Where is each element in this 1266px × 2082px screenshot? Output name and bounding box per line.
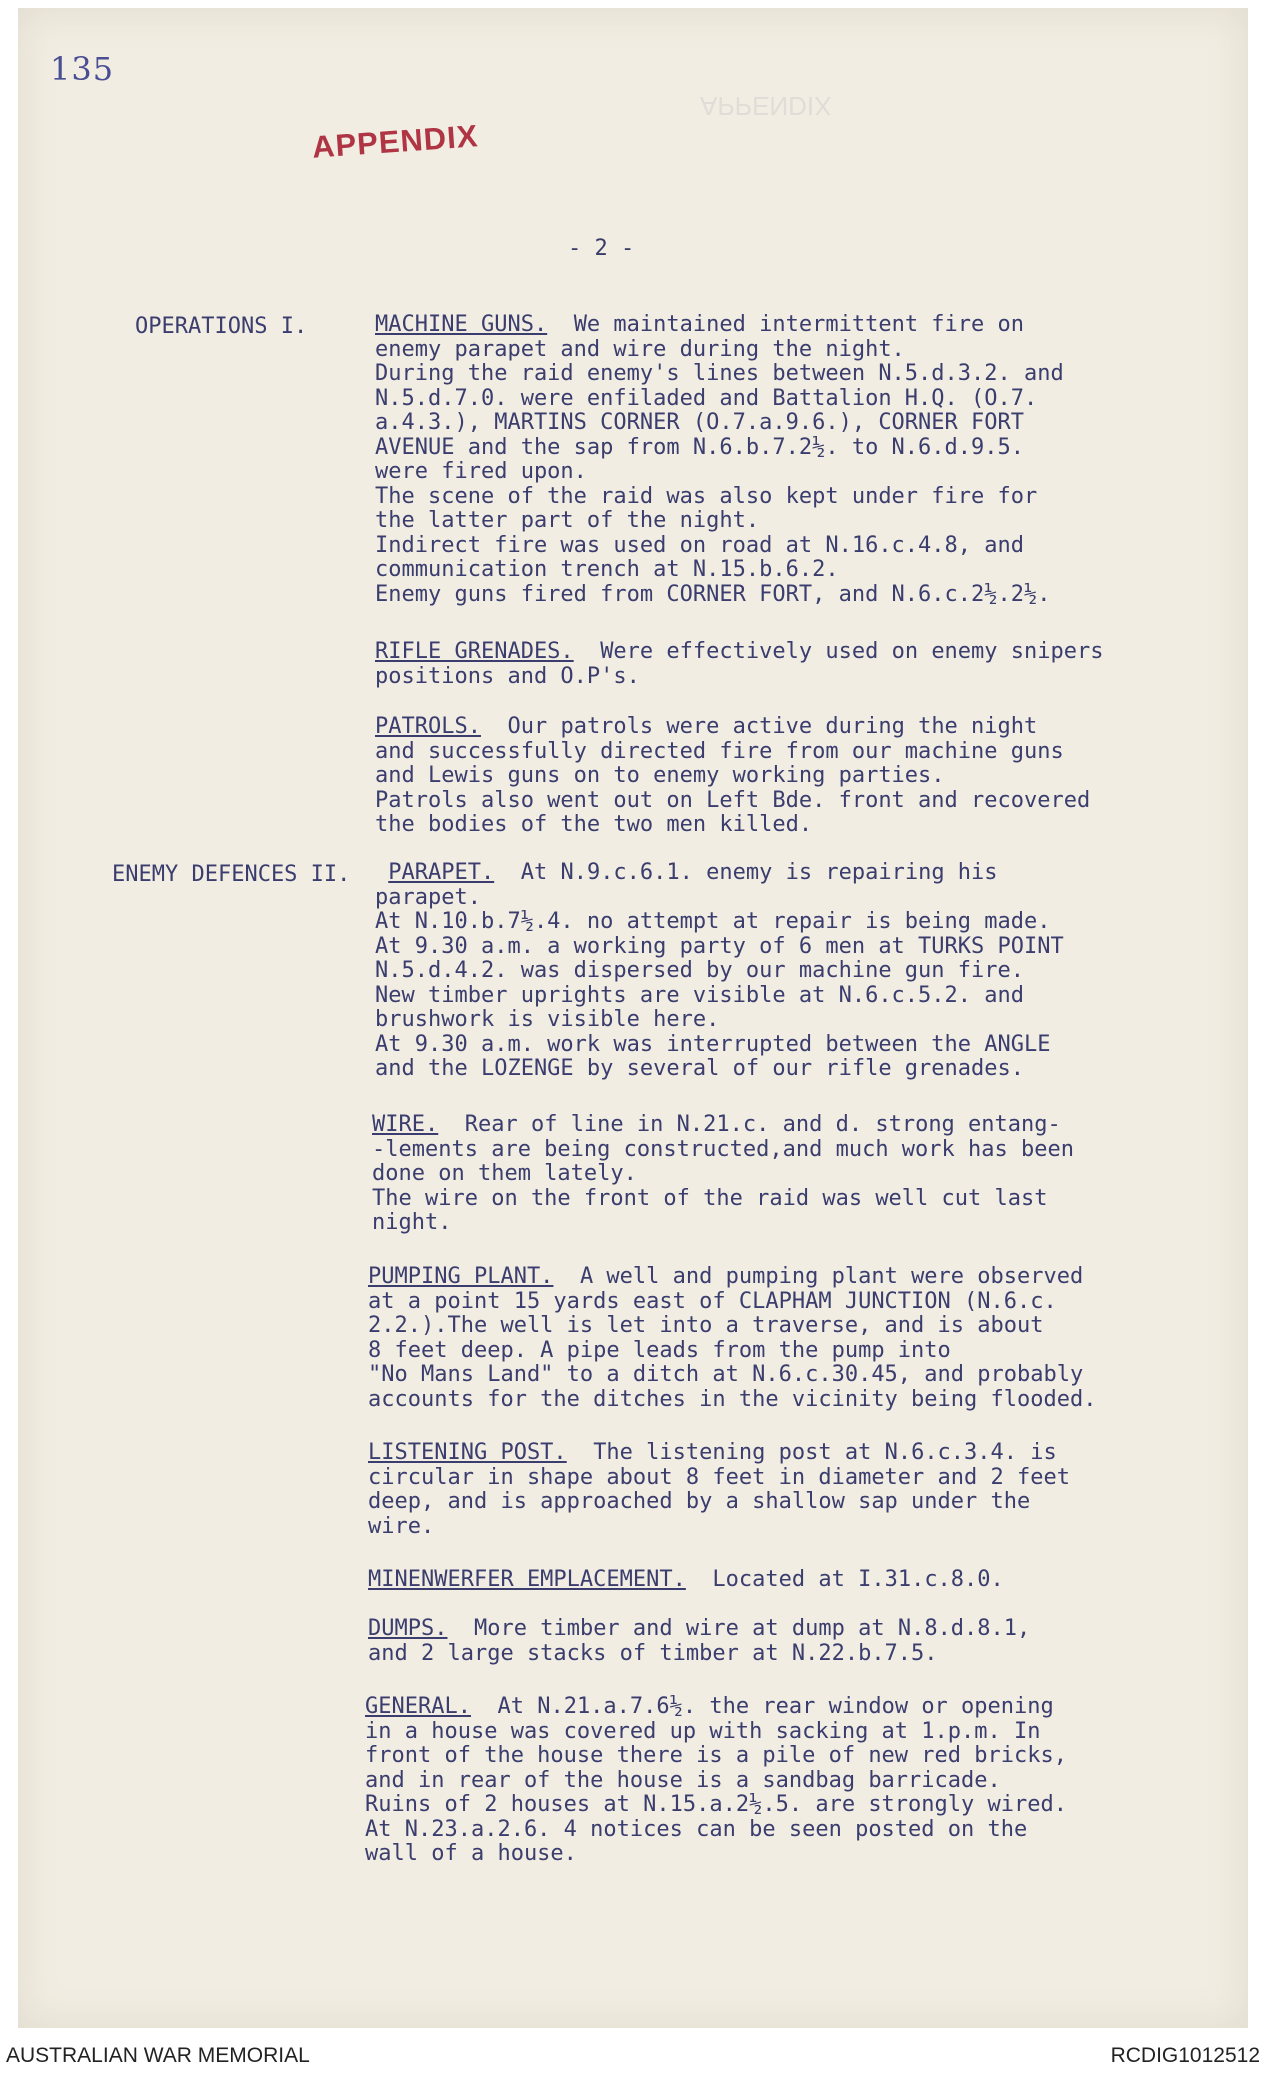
patrols-heading: PATROLS. <box>375 714 481 739</box>
folio-number: 135 <box>50 50 115 88</box>
wire-heading: WIRE. <box>372 1112 439 1137</box>
parapet-line: brushwork is visible here. <box>375 1007 720 1032</box>
machine-guns-line: Enemy guns fired from CORNER FORT, and N.6.c.2½.2½. <box>375 581 1051 607</box>
parapet-section <box>375 861 1064 1082</box>
rifle-grenades-line: Were effectively used on enemy snipers <box>600 639 1104 664</box>
general-line: At N.21.a.7.6½. the rear window or opening <box>497 1694 1054 1719</box>
footer-identifier: RCDIG1012512 <box>1110 2044 1260 2067</box>
parapet-line: At N.9.c.6.1. enemy is repairing his <box>520 860 998 885</box>
parapet-line: N.5.d.4.2. was dispersed by our machine gun fire. <box>375 958 1025 983</box>
parapet-line: At N.10.b.7½.4. no attempt at repair is being made. <box>375 909 1051 934</box>
parapet-line: At 9.30 a.m. work was interrupted between the ANGLE <box>375 1031 1051 1057</box>
page-number: - 2 - <box>568 236 635 261</box>
listening-post-line: The listening post at N.6.c.3.4. is <box>593 1440 1057 1465</box>
appendix-stamp: APPENDIX <box>310 118 480 165</box>
pumping-plant-heading: PUMPING PLANT. <box>368 1264 554 1289</box>
machine-guns-section <box>375 313 1064 607</box>
parapet-line: At 9.30 a.m. a working party of 6 men at TURKS POINT <box>375 933 1064 959</box>
listening-post-section <box>368 1441 1070 1539</box>
general-line: in a house was covered up with sacking at 1.p.m. In <box>365 1718 1041 1744</box>
wire-line: The wire on the front of the raid was well cut last <box>372 1185 1048 1211</box>
wire-line: Rear of line in N.21.c. and d. strong entang- <box>464 1112 1061 1137</box>
machine-guns-line: We maintained intermittent fire on <box>573 312 1025 337</box>
machine-guns-line: the latter part of the night. <box>375 508 760 533</box>
machine-guns-line: enemy parapet and wire during the night. <box>375 336 905 362</box>
minenwerfer-section <box>368 1568 1004 1593</box>
wire-line: -lements are being constructed,and much work has been <box>372 1136 1074 1162</box>
general-line: wall of a house. <box>365 1841 577 1866</box>
machine-guns-line: The scene of the raid was also kept under fire for <box>375 483 1038 509</box>
pumping-plant-line: A well and pumping plant were observed <box>579 1264 1084 1289</box>
rifle-grenades-section <box>375 640 1104 689</box>
footer-institution: AUSTRALIAN WAR MEMORIAL <box>6 2044 310 2067</box>
minenwerfer-line: Located at I.31.c.8.0. <box>712 1567 1004 1592</box>
parapet-heading: PARAPET. <box>388 860 495 885</box>
general-line: Ruins of 2 houses at N.15.a.2½.5. are strongly wired. <box>365 1792 1067 1817</box>
machine-guns-line: AVENUE and the sap from N.6.b.7.2½. to N.6.d.9.5. <box>375 434 1025 460</box>
parapet-line: New timber uprights are visible at N.6.c.5.2. and <box>375 982 1025 1008</box>
general-heading: GENERAL. <box>365 1694 471 1719</box>
machine-guns-heading: MACHINE GUNS. <box>375 312 548 337</box>
rifle-grenades-heading: RIFLE GRENADES. <box>375 639 574 664</box>
machine-guns-line: were fired upon. <box>375 459 587 484</box>
general-line: and in rear of the house is a sandbag barricade. <box>365 1767 1001 1793</box>
patrols-line: Patrols also went out on Left Bde. front and recovered <box>375 787 1091 813</box>
pumping-plant-line: 8 feet deep. A pipe leads from the pump into <box>368 1337 951 1363</box>
dumps-line: and 2 large stacks of timber at N.22.b.7.5. <box>368 1640 938 1666</box>
machine-guns-line: Indirect fire was used on road at N.16.c.4.8, and <box>375 532 1025 558</box>
pumping-plant-section <box>368 1265 1096 1412</box>
wire-line: night. <box>372 1210 452 1235</box>
listening-post-line: circular in shape about 8 feet in diameter and 2 feet <box>368 1464 1070 1490</box>
patrols-line: and Lewis guns on to enemy working parties. <box>375 763 945 788</box>
listening-post-heading: LISTENING POST. <box>368 1440 567 1465</box>
operations-label: OPERATIONS I. <box>135 314 308 339</box>
patrols-section <box>375 715 1090 838</box>
wire-section <box>372 1113 1074 1236</box>
machine-guns-line: communication trench at N.15.b.6.2. <box>375 557 839 582</box>
general-line: front of the house there is a pile of new red bricks, <box>365 1743 1067 1768</box>
show-through-text: APPENDIX <box>700 91 832 121</box>
listening-post-line: deep, and is approached by a shallow sap under the <box>368 1489 1031 1514</box>
listening-post-line: wire. <box>368 1513 435 1539</box>
enemy-defences-label: ENEMY DEFENCES II. <box>112 862 351 887</box>
dumps-line: More timber and wire at dump at N.8.d.8.1, <box>473 1616 1031 1641</box>
general-section <box>365 1695 1067 1867</box>
pumping-plant-line: "No Mans Land" to a ditch at N.6.c.30.45, and probably <box>368 1362 1084 1387</box>
patrols-line: Our patrols were active during the night <box>507 714 1038 739</box>
rifle-grenades-line: positions and O.P's. <box>375 663 640 689</box>
machine-guns-line: During the raid enemy's lines between N.5.d.3.2. and <box>375 361 1064 386</box>
machine-guns-line: N.5.d.7.0. were enfiladed and Battalion H.Q. (O.7. <box>375 385 1038 411</box>
pumping-plant-line: accounts for the ditches in the vicinity being flooded. <box>368 1386 1097 1412</box>
patrols-line: the bodies of the two men killed. <box>375 812 813 837</box>
dumps-section <box>368 1617 1030 1666</box>
general-line: At N.23.a.2.6. 4 notices can be seen posted on the <box>365 1816 1028 1842</box>
minenwerfer-heading: MINENWERFER EMPLACEMENT. <box>368 1567 686 1592</box>
pumping-plant-line: 2.2.).The well is let into a traverse, and is about <box>368 1313 1044 1338</box>
machine-guns-line: a.4.3.), MARTINS CORNER (O.7.a.9.6.), CORNER FORT <box>375 410 1025 435</box>
patrols-line: and successfully directed fire from our machine guns <box>375 738 1064 764</box>
parapet-line: and the LOZENGE by several of our rifle grenades. <box>375 1056 1025 1081</box>
pumping-plant-line: at a point 15 yards east of CLAPHAM JUNCTION (N.6.c. <box>368 1288 1057 1314</box>
dumps-heading: DUMPS. <box>368 1616 448 1641</box>
parapet-line: parapet. <box>375 884 481 910</box>
wire-line: done on them lately. <box>372 1161 637 1186</box>
